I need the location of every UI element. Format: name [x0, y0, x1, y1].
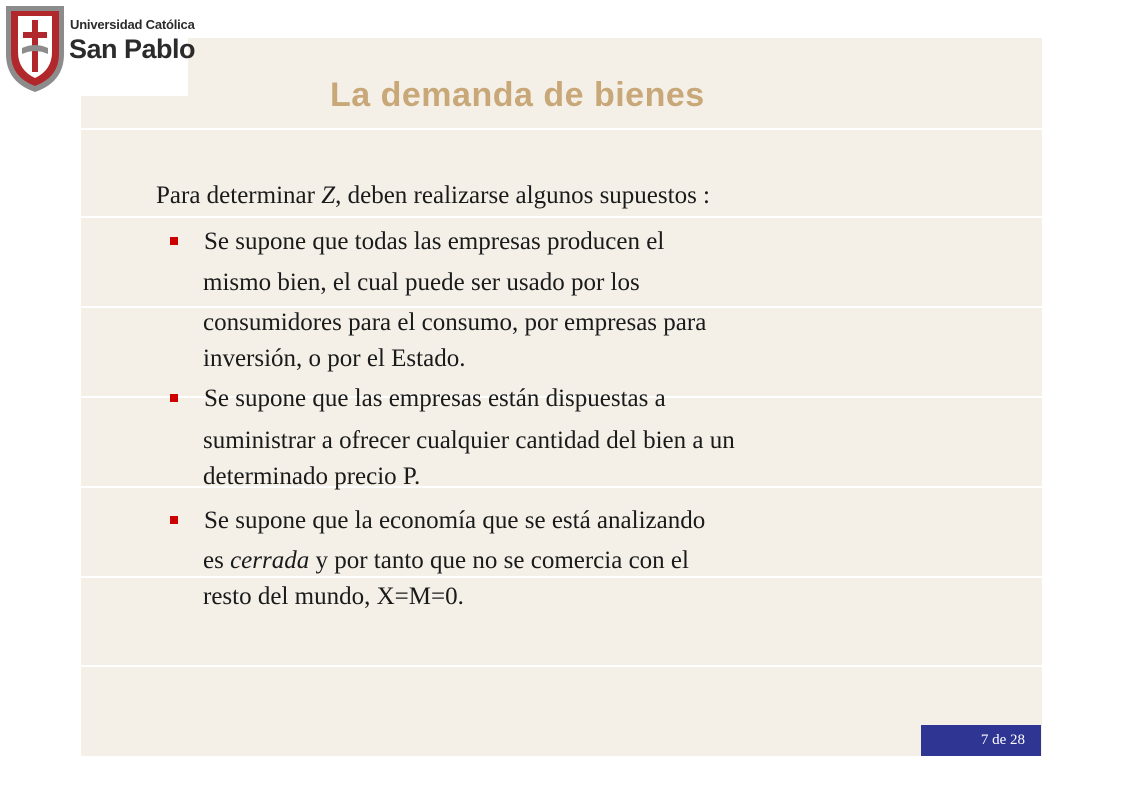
intro-text: Para determinar Z, deben realizarse algunos supuestos :: [156, 182, 710, 209]
page-indicator: 7 de 28: [921, 725, 1041, 756]
logo-text: Universidad Católica: [70, 17, 195, 32]
bullet-2-line-2: suministrar a ofrecer cualquier cantidad del bien a un: [203, 427, 735, 454]
divider: [81, 128, 1042, 130]
bullet-marker: [170, 516, 178, 524]
slide-title: La demanda de bienes: [330, 76, 705, 114]
bullet-1-line-2: mismo bien, el cual puede ser usado por los: [203, 269, 640, 296]
bullet-marker: [170, 237, 178, 245]
bullet-1-line-3: consumidores para el consumo, por empresas para: [203, 309, 707, 336]
crest-icon: [2, 2, 68, 94]
bullet-1-line-1: Se supone que todas las empresas producen el: [204, 228, 665, 255]
bullet-2-line-3: determinado precio P.: [203, 463, 421, 490]
divider: [81, 216, 1042, 218]
divider: [81, 665, 1042, 667]
bullet-1-line-4: inversión, o por el Estado.: [203, 345, 466, 372]
bullet-3-line-3: resto del mundo, X=M=0.: [203, 583, 464, 610]
bullet-3-line-1: Se supone que la economía que se está analizando: [204, 507, 706, 534]
university-logo: [0, 0, 196, 96]
logo-text: San Pablo: [69, 34, 196, 64]
bullet-marker: [170, 394, 178, 402]
bullet-3-line-2: es cerrada y por tanto que no se comercia con el: [203, 547, 689, 574]
variable-z: Z: [321, 182, 336, 209]
divider: [81, 576, 1042, 578]
bullet-2-line-1: Se supone que las empresas están dispuestas a: [204, 385, 666, 412]
